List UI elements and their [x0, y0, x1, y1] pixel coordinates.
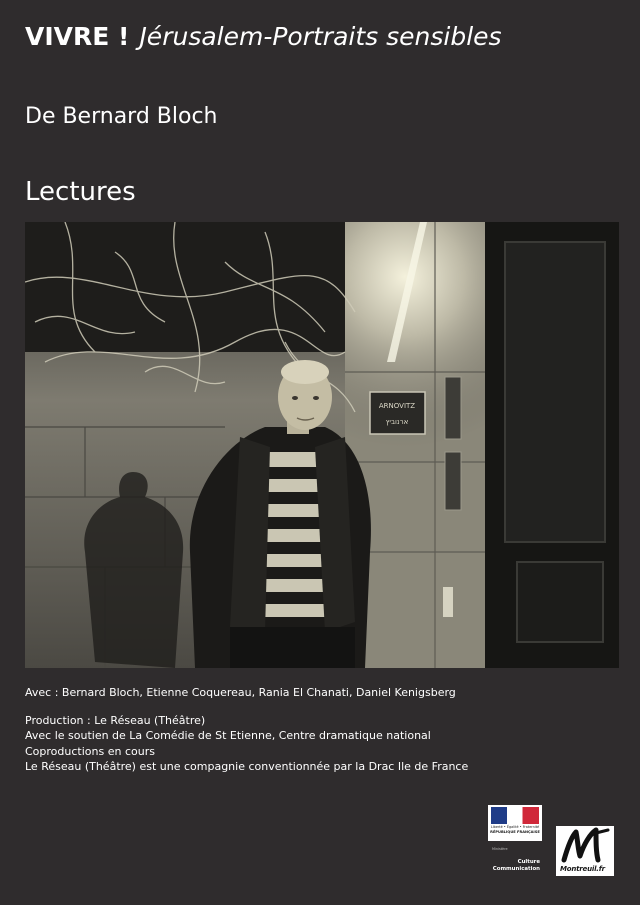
- marianne-icon: [491, 807, 539, 824]
- title-subtitle: Jérusalem-Portraits sensibles: [139, 22, 502, 51]
- production-line: Production : Le Réseau (Théâtre): [25, 713, 206, 727]
- montreuil-logo: [556, 826, 614, 876]
- svg-text:ארנוביץ: ארנוביץ: [385, 418, 409, 426]
- title-main: VIVRE !: [25, 22, 130, 51]
- credits-block: [25, 685, 468, 775]
- cast-line: Avec : Bernard Bloch, Etienne Coquereau, Rania El Chanati, Daniel Kenigsberg: [25, 686, 456, 699]
- republique-francaise-logo: Liberté • Égalité • Fraternité RÉPUBLIQUE FRANÇAISE Ministère Culture Communication: [488, 805, 542, 877]
- drac-line: Le Réseau (Théâtre) est une compagnie conventionnée par la Drac Ile de France: [25, 760, 469, 773]
- event-kind: Lectures: [25, 177, 136, 207]
- support-line: Avec le soutien de La Comédie de St Etienne, Centre dramatique national: [25, 729, 431, 742]
- plaque-text: ARNOVITZ: [378, 402, 416, 410]
- coproductions-line: Coproductions en cours: [25, 744, 155, 758]
- portrait-photo: [25, 222, 619, 668]
- poster-title: [25, 20, 502, 54]
- montreuil-label: Montreuil.fr: [560, 865, 605, 873]
- author-line: De Bernard Bloch: [25, 104, 218, 129]
- montreuil-m-icon: [556, 826, 614, 866]
